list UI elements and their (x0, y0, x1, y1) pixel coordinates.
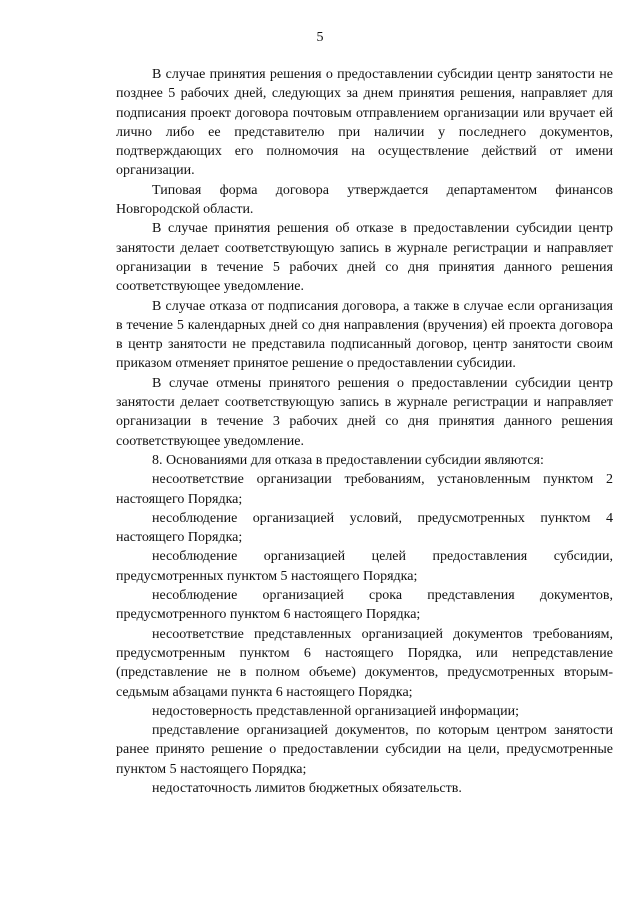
paragraph: В случае отмены принятого решения о предоставлении субсидии центр занятости делает соответствующую запись в журнале регистрации и направляет организации в течение 3 рабочих дней со дня принятия данного решения соответствующее уведомление. (116, 375, 613, 449)
list-item: недостоверность представленной организацией информации; (152, 703, 519, 719)
page-number: 5 (316, 30, 324, 45)
paragraph: В случае принятия решения о предоставлении субсидии центр занятости не позднее 5 рабочих дней, следующих за днем принятия решения, направляет для подписания проект договора почтовым отправлением организации или вручает ей лично либо ее представителю при наличии у последнего документов, подтверждающих его полномочия на осуществление действий от имени организации. (116, 67, 613, 179)
list-item: представление организацией документов, по которым центром занятости ранее принято решение о предоставлении субсидии на цели, предусмотренные пунктом 5 настоящего Порядка; (116, 723, 613, 777)
paragraph: Типовая форма договора утверждается департаментом финансов Новгородской области. (116, 182, 613, 218)
list-item: несоблюдение организацией срока представления документов, предусмотренного пунктом 6 настоящего Порядка; (116, 588, 613, 623)
list-item: несоответствие представленных организацией документов требованиям, предусмотренным пунктом 6 настоящего Порядка, или непредставление (представление не в полном объеме) документов, предусмотренных вторым-седьмым абзацами пункта 6 настоящего Порядка; (116, 626, 613, 700)
list-item: несоответствие организации требованиям, установленным пунктом 2 настоящего Порядка; (116, 472, 613, 507)
list-item: недостаточность лимитов бюджетных обязательств. (152, 780, 462, 796)
paragraph: В случае принятия решения об отказе в предоставлении субсидии центр занятости делает соответствующую запись в журнале регистрации и направляет организации в течение 5 рабочих дней со дня принятия данного решения соответствующее уведомление. (116, 221, 613, 295)
list-item: несоблюдение организацией целей предоставления субсидии, предусмотренных пунктом 5 настоящего Порядка; (116, 549, 613, 584)
paragraph: В случае отказа от подписания договора, а также в случае если организация в течение 5 календарных дней со дня направления (вручения) ей проекта договора в центр занятости не представила подписанный договор, центр занятости своим приказом отменяет принятое решение о предоставлении субсидии. (116, 298, 613, 372)
list-item: несоблюдение организацией условий, предусмотренных пунктом 4 настоящего Порядка; (116, 510, 613, 546)
paragraph: 8. Основаниями для отказа в предоставлении субсидии являются: (152, 452, 544, 468)
document-body (116, 65, 613, 798)
